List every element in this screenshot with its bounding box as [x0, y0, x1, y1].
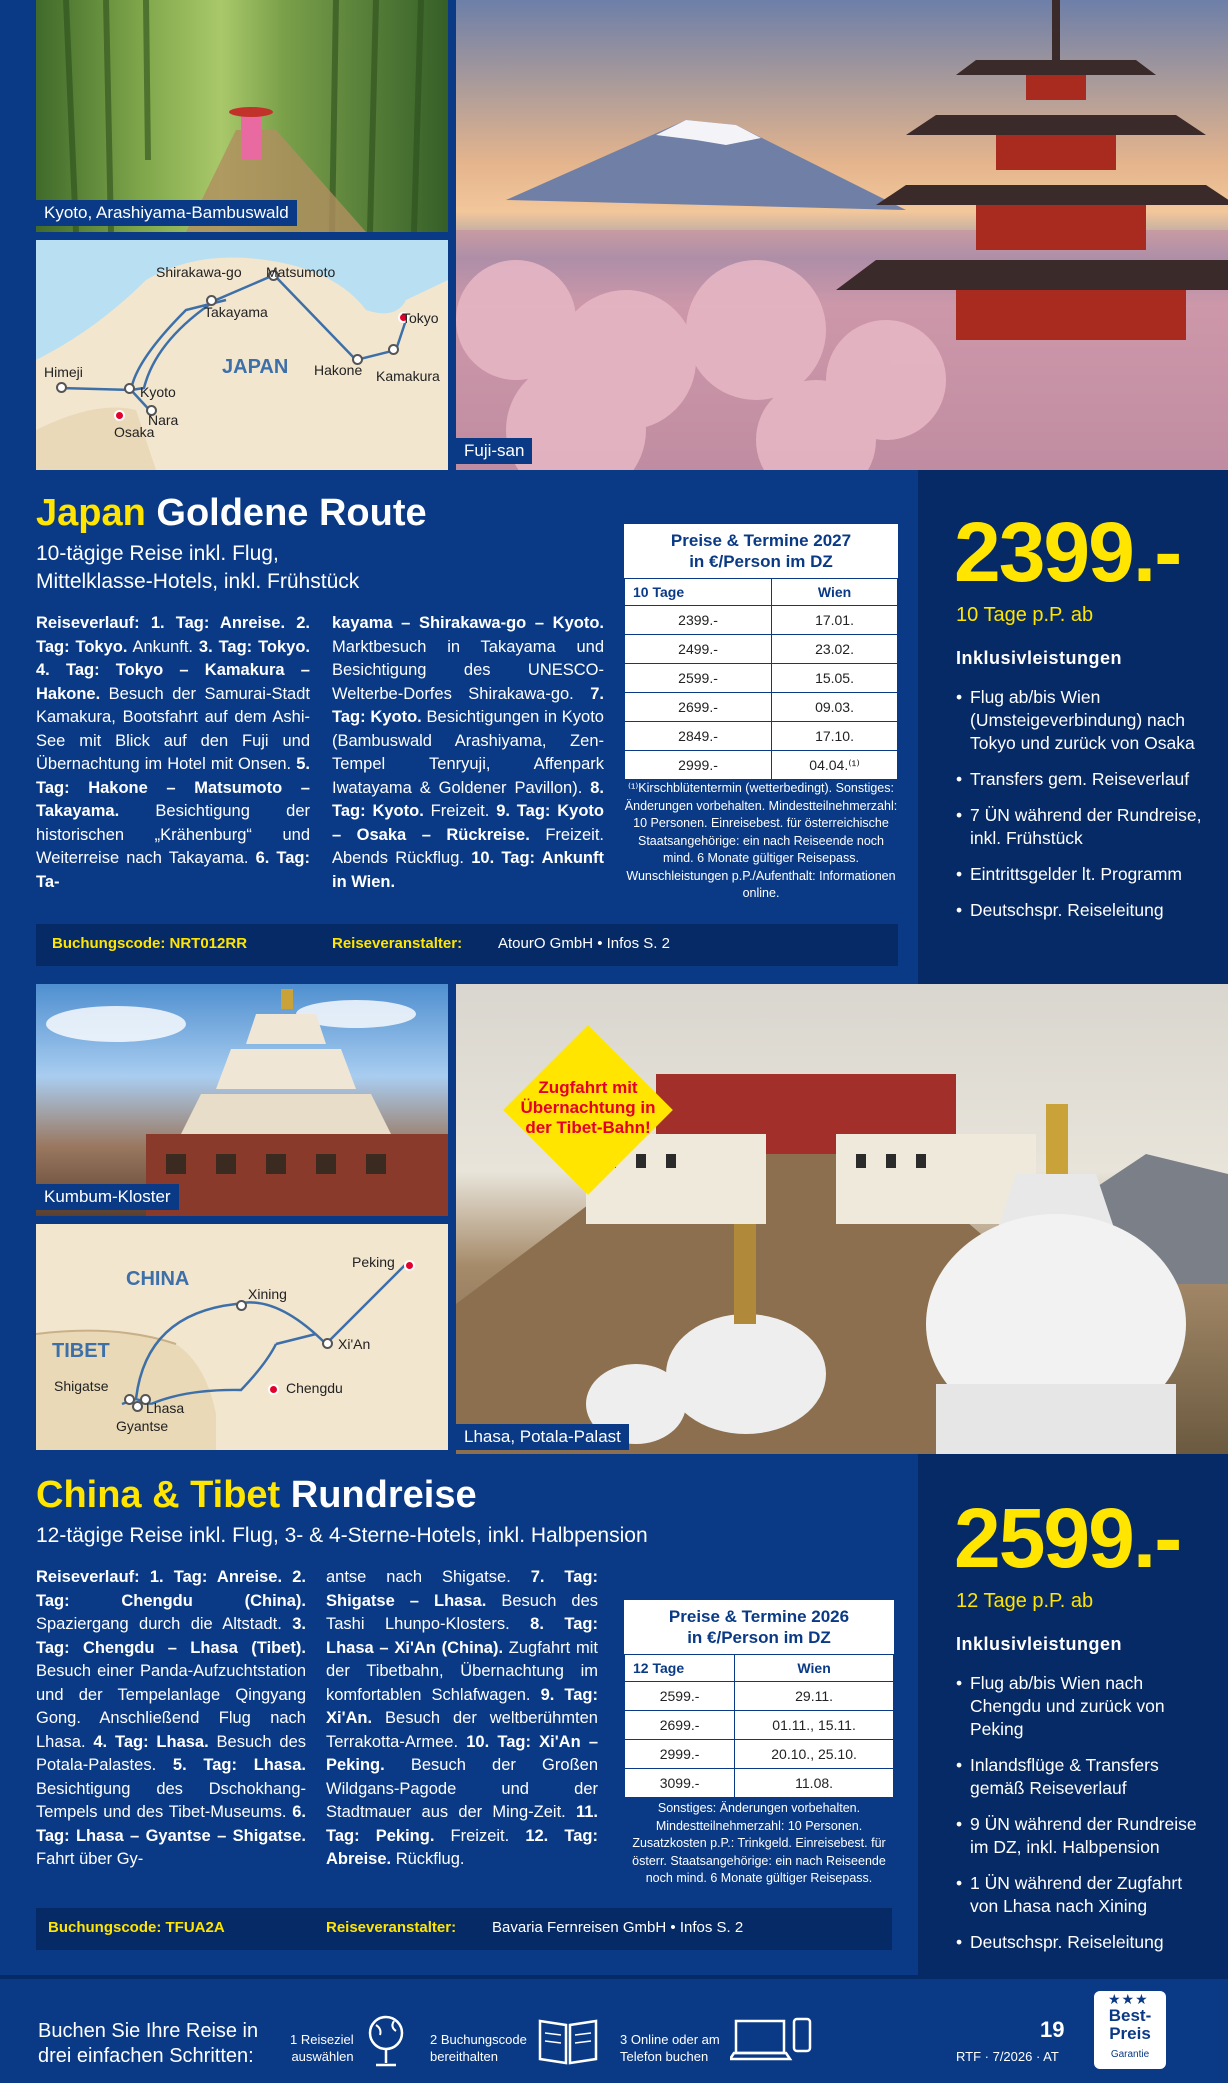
table-header-line1: Preise & Termine 2026 [668, 1607, 850, 1626]
japan-booking-bar [36, 924, 898, 966]
japan-operator-value: AtourO GmbH • Infos S. 2 [498, 935, 670, 952]
itinerary-text: Spaziergang durch die Altstadt. [36, 1615, 293, 1633]
map-label-shigatse: Shigatse [54, 1378, 109, 1394]
itinerary-text: Besichtigungen in Kyoto (Bambuswald Arashiyama, Zen-Tempel Tenryuji, Affenpark Iwatayama & Goldener Pavillon). [332, 708, 604, 797]
list-item: • Transfers gem. Reiseverlauf [956, 768, 1214, 791]
best-price-seal [1094, 1991, 1166, 2069]
table-row [625, 751, 898, 780]
catalog-icon [536, 2015, 600, 2067]
step-line: auswählen [291, 2049, 354, 2064]
table-row [625, 635, 898, 664]
footer-step3 [620, 2031, 720, 2065]
itinerary-day: 3. Tag: Chengdu – Lhasa (Tibet). [36, 1615, 306, 1657]
itinerary-day: 8. Tag: Kyoto. [332, 778, 604, 820]
table-cell-price: 2599.- [625, 1682, 735, 1711]
japan-title-yellow: Japan [36, 492, 146, 534]
seal-line1: Best- [1108, 2006, 1152, 2025]
potala-caption: Lhasa, Potala-Palast [456, 1424, 629, 1450]
china-itinerary-col1 [36, 1566, 306, 1872]
china-title-white: Rundreise [290, 1474, 477, 1516]
china-title [36, 1474, 477, 1517]
itinerary-text: Besuch der weltberühmten Terrakotta-Armee. [326, 1709, 598, 1751]
map-label-gyantse: Gyantse [116, 1418, 169, 1434]
list-item: • Inlandsflüge & Transfers gemäß Reiseverlauf [956, 1754, 1214, 1800]
itinerary-day: 4. Tag: Lhasa. [93, 1732, 209, 1751]
japan-note: ⁽¹⁾Kirschblütentermin (wetterbedingt). Sonstiges: Änderungen vorbehalten. Mindestteilnehmerzahl: 10 Personen. Einreisebest. für österreichische Staatsangehörige: ein nach Reiseende noch mind. 6 Monate gültiger Reisepass. Wunschleistungen p.P./Aufenthalt: Informationen online. [624, 781, 898, 900]
japan-table-header [624, 524, 898, 578]
seal-text [1094, 2007, 1166, 2043]
table-cell-price: 3099.- [625, 1769, 735, 1798]
globe-pointer-icon [366, 2011, 406, 2075]
japan-price: 2399.- [954, 505, 1181, 599]
itinerary-day: 5. Tag: Hakone – Matsumoto – Takayama. [36, 755, 310, 820]
map-label-shirakawa: Shirakawa-go [156, 264, 242, 280]
table-row [625, 693, 898, 722]
step-line: 3 Online oder am [620, 2032, 720, 2047]
table-header-line1: Preise & Termine 2027 [670, 531, 852, 550]
seal-line3: Garantie [1110, 2049, 1150, 2060]
table-row [625, 722, 898, 751]
table-cell-price: 2999.- [625, 1740, 735, 1769]
japan-title [36, 492, 427, 535]
china-itinerary-col2 [326, 1566, 598, 1872]
table-cell-date: 23.02. [772, 635, 898, 664]
list-item: • Flug ab/bis Wien nach Chengdu und zurück von Peking [956, 1672, 1214, 1741]
train-badge-text: Zugfahrt mit Übernachtung in der Tibet-Bahn! [520, 1078, 656, 1137]
japan-route-map [36, 240, 448, 470]
china-booking-bar [36, 1908, 892, 1950]
map-label-chengdu: Chengdu [286, 1380, 343, 1396]
list-item: • 1 ÜN während der Zugfahrt von Lhasa nach Xining [956, 1872, 1214, 1918]
map-label-himeji: Himeji [44, 364, 83, 380]
table-header-line2: in €/Person im DZ [689, 552, 833, 571]
itinerary-text: Besuch des Potala-Palastes. [36, 1732, 306, 1774]
page-number: 19 [1040, 2017, 1065, 2042]
map-dot-xining [236, 1300, 247, 1311]
japan-price-panel [918, 470, 1228, 984]
japan-booking-code: Buchungscode: NRT012RR [52, 935, 248, 952]
map-label-matsumoto: Matsumoto [266, 264, 336, 280]
japan-subtitle [36, 540, 359, 596]
bamboo-caption: Kyoto, Arashiyama-Bambuswald [36, 200, 297, 226]
step-line: Telefon buchen [620, 2049, 709, 2064]
china-note: Sonstiges: Änderungen vorbehalten. Mindestteilnehmerzahl: 10 Personen. Zusatzkosten p.P.: Trinkgeld. Einreisebest. für österr. Staatsangehörige: ein nach Reiseende noch mind. 6 Monate gültiger Reisepass. [632, 1801, 886, 1885]
map-label-nara: Nara [148, 412, 179, 428]
china-table-header [624, 1600, 894, 1654]
step-line: 2 Buchungscode [430, 2032, 527, 2047]
catalog-code: RTF · 7/2026 · AT [956, 2049, 1059, 2064]
japan-subtitle-line1: 10-tägige Reise inkl. Flug, [36, 542, 279, 565]
itinerary-text: Fahrt über Gy- [36, 1850, 144, 1868]
map-dot-chengdu [268, 1384, 279, 1395]
china-price-table [624, 1600, 894, 1798]
laptop-phone-icon [730, 2015, 814, 2067]
kumbum-caption: Kumbum-Kloster [36, 1184, 179, 1210]
china-subtitle: 12-tägige Reise inkl. Flug, 3- & 4-Sterne-Hotels, inkl. Halbpension [36, 1524, 648, 1547]
china-price-panel [918, 1454, 1228, 1975]
table-cell-price: 2849.- [625, 722, 772, 751]
china-operator-value: Bavaria Fernreisen GmbH • Infos S. 2 [492, 1919, 744, 1936]
itinerary-text: Besichtigung des Dschokhang-Tempels und des Tibet-Museums. [36, 1779, 306, 1821]
japan-title-white: Goldene Route [156, 492, 427, 534]
seal-stars-icon: ★★★ [1108, 1991, 1149, 2007]
list-item: • 9 ÜN während der Rundreise im DZ, inkl. Halbpension [956, 1813, 1214, 1859]
list-item: • Flug ab/bis Wien (Umsteigeverbindung) nach Tokyo und zurück von Osaka [956, 686, 1214, 755]
itinerary-day: 7. Tag: Shigatse – Lhasa. [326, 1568, 598, 1610]
map-dot-kamakura [388, 344, 399, 355]
itinerary-day: 12. Tag: Abreise. [326, 1826, 598, 1868]
itinerary-text: Freizeit. [423, 802, 497, 820]
table-cell-date: 15.05. [772, 664, 898, 693]
table-row [625, 1740, 894, 1769]
map-label-lhasa: Lhasa [146, 1400, 185, 1416]
itinerary-text: Rückflug. [391, 1850, 465, 1868]
itinerary-text: Besuch der Samurai-Stadt Kamakura, Bootsfahrt auf dem Ashi-See mit Blick auf den Fuji und Übernachtung im Hotel mit Onsen. [36, 684, 310, 773]
table-header-line2: in €/Person im DZ [687, 1628, 831, 1647]
map-country-label: JAPAN [222, 356, 289, 378]
map-label-takayama: Takayama [204, 304, 268, 320]
map-dot-osaka [114, 410, 125, 421]
map-label-osaka: Osaka [114, 424, 155, 440]
map-dot-xian [322, 1338, 333, 1349]
list-item: • Deutschspr. Reiseleitung [956, 899, 1214, 922]
itinerary-day: 9. Tag: Kyoto – Osaka – Rückreise. [332, 802, 604, 844]
step-line: 1 Reiseziel [290, 2032, 354, 2047]
map-country-tibet: TIBET [52, 1340, 110, 1362]
table-row [625, 664, 898, 693]
itinerary-day: 8. Tag: Lhasa – Xi'An (China). [326, 1615, 598, 1657]
footer-intro [38, 2019, 258, 2069]
table-cell-date: 29.11. [735, 1682, 894, 1711]
list-item: • Deutschspr. Reiseleitung [956, 1931, 1214, 1954]
kumbum-photo [36, 984, 448, 1216]
china-incl-list [956, 1672, 1214, 1967]
map-dot-kyoto [124, 383, 135, 394]
fuji-caption: Fuji-san [456, 438, 532, 464]
itinerary-day: 11. Tag: Peking. [326, 1803, 598, 1845]
itinerary-day: 10. Tag: Ankunft in Wien. [332, 849, 604, 891]
itinerary-text: Besuch der Großen Wildgans-Pagode und der Stadtmauer aus der Ming-Zeit. [326, 1756, 598, 1821]
itinerary-text: Besuch des Tashi Lhunpo-Klosters. [326, 1591, 599, 1633]
china-booking-code: Buchungscode: TFUA2A [48, 1919, 225, 1936]
china-incl-head: Inklusivleistungen [956, 1634, 1123, 1654]
map-label-kamakura: Kamakura [376, 368, 440, 384]
footer [0, 1975, 1228, 2083]
japan-operator-label: Reiseveranstalter: [332, 935, 463, 952]
table-cell-date: 04.04.⁽¹⁾ [772, 751, 898, 780]
itinerary-day: 3. Tag: Tokyo. 4. Tag: Tokyo – Kamakura – Hakone. [36, 637, 311, 703]
itinerary-text: Besuch einer Panda-Aufzuchtstation und der Tempelanlage Qingyang Gong. Anschließend Flug nach Lhasa. [36, 1662, 306, 1751]
itinerary-day: 9. Tag: Xi'An. [326, 1685, 599, 1727]
table-cell-price: 2699.- [625, 1711, 735, 1740]
china-price-per: 12 Tage p.P. ab [956, 1590, 1094, 1612]
step-line: bereithalten [430, 2049, 498, 2064]
map-label-tokyo: Tokyo [402, 310, 439, 326]
china-price: 2599.- [954, 1491, 1181, 1585]
itinerary-text: antse nach Shigatse. [326, 1568, 531, 1586]
map-dot-peking [404, 1260, 415, 1271]
list-item: • 7 ÜN während der Rundreise, inkl. Frühstück [956, 804, 1214, 850]
map-label-xian: Xi'An [338, 1336, 371, 1352]
table-col-days: 12 Tage [625, 1655, 735, 1682]
itinerary-text: Freizeit. Abends Rückflug. [332, 825, 604, 867]
list-item: • Eintrittsgelder lt. Programm [956, 863, 1214, 886]
map-label-peking: Peking [352, 1254, 395, 1270]
footer-intro-line2: drei einfachen Schritten: [38, 2045, 254, 2067]
table-cell-date: 17.01. [772, 606, 898, 635]
japan-incl-list [956, 686, 1214, 935]
table-cell-date: 01.11., 15.11. [735, 1711, 894, 1740]
china-route-map [36, 1224, 448, 1450]
map-label-kyoto: Kyoto [140, 384, 176, 400]
japan-price-table [624, 524, 898, 780]
seal-line2: Preis [1109, 2024, 1151, 2043]
table-row [625, 1711, 894, 1740]
china-operator-label: Reiseveranstalter: [326, 1919, 457, 1936]
table-cell-date: 09.03. [772, 693, 898, 722]
table-cell-price: 2499.- [625, 635, 772, 664]
table-row [625, 1769, 894, 1798]
map-dot-himeji [56, 382, 67, 393]
footer-step2 [430, 2031, 527, 2065]
table-row [625, 606, 898, 635]
map-country-china: CHINA [126, 1268, 190, 1290]
fuji-photo [456, 0, 1228, 470]
table-col-days: 10 Tage [625, 579, 772, 606]
bamboo-photo [36, 0, 448, 232]
itinerary-day: 7. Tag: Kyoto. [332, 684, 604, 726]
china-title-yellow: China & Tibet [36, 1474, 281, 1516]
japan-price-per: 10 Tage p.P. ab [956, 604, 1094, 626]
itinerary-day: 10. Tag: Xi'An – Peking. [326, 1732, 599, 1774]
itinerary-day: Reiseverlauf: 1. Tag: Anreise. 2. Tag: Chengdu (China). [36, 1568, 306, 1610]
itinerary-text: Marktbesuch in Takayama und Besichtigung des UNESCO-Welterbe-Dorfes Shirakawa-go. [332, 637, 604, 703]
itinerary-day: 6. Tag: Ta- [36, 849, 310, 891]
japan-incl-head: Inklusivleistungen [956, 648, 1123, 668]
table-cell-date: 17.10. [772, 722, 898, 751]
japan-itinerary-col1 [36, 612, 310, 894]
table-row [625, 1682, 894, 1711]
map-label-xining: Xining [248, 1286, 287, 1302]
itinerary-text: Ankunft. [127, 637, 199, 656]
table-cell-date: 20.10., 25.10. [735, 1740, 894, 1769]
japan-itinerary-col2 [332, 612, 604, 894]
footer-step1 [290, 2031, 354, 2065]
table-cell-date: 11.08. [735, 1769, 894, 1798]
japan-subtitle-line2: Mittelklasse-Hotels, inkl. Frühstück [36, 570, 360, 593]
table-cell-price: 2999.- [625, 751, 772, 780]
itinerary-text: Freizeit. [434, 1826, 526, 1845]
itinerary-day: kayama – Shirakawa-go – Kyoto. [332, 614, 604, 632]
map-label-hakone: Hakone [314, 362, 363, 378]
itinerary-day: 5. Tag: Lhasa. [172, 1756, 306, 1774]
itinerary-text: Zugfahrt mit der Tibetbahn, Übernachtung im komfortablen Schlafwagen. [326, 1638, 598, 1704]
table-cell-price: 2599.- [625, 664, 772, 693]
table-cell-price: 2399.- [625, 606, 772, 635]
itinerary-text: Besichtigung der historischen „Krähenburg“ und Weiterreise nach Takayama. [36, 802, 310, 867]
table-col-departure: Wien [735, 1655, 894, 1682]
table-cell-price: 2699.- [625, 693, 772, 722]
footer-intro-line1: Buchen Sie Ihre Reise in [38, 2020, 259, 2042]
table-col-departure: Wien [772, 579, 898, 606]
itinerary-day: 6. Tag: Lhasa – Gyantse – Shigatse. [36, 1803, 306, 1845]
itinerary-day: Reiseverlauf: 1. Tag: Anreise. 2. Tag: Tokyo. [36, 614, 310, 656]
